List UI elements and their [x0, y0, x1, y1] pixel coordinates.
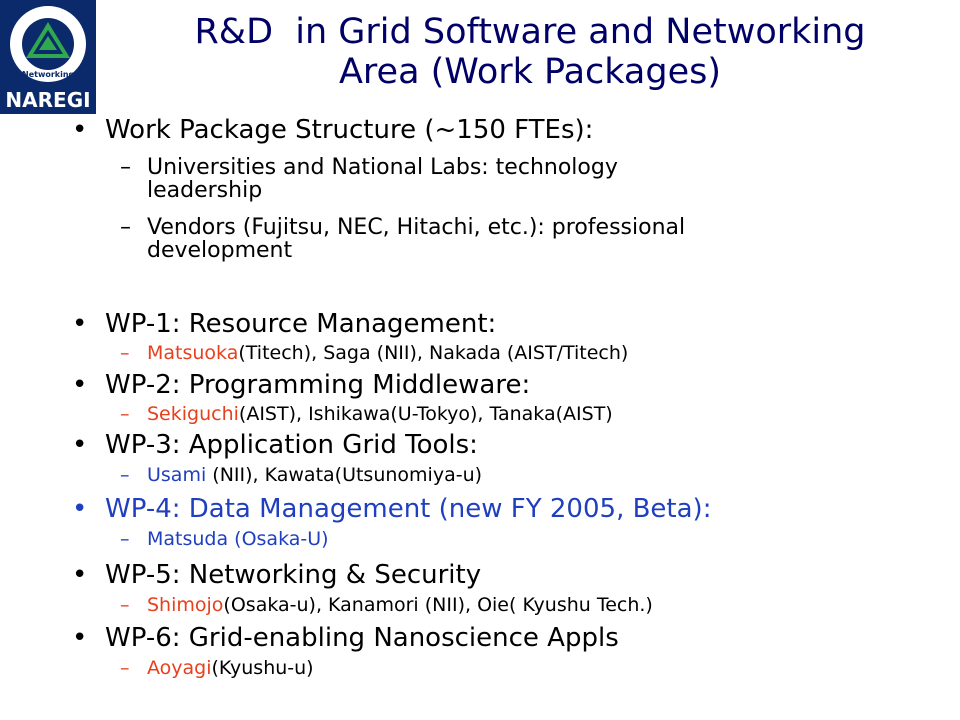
dash-icon: –	[120, 342, 130, 364]
bullet-icon: •	[72, 560, 88, 590]
slide-title-line-1: R&D in Grid Software and Networking	[194, 12, 866, 52]
logo-name: NAREGI	[5, 88, 91, 112]
wp-3-title: WP-3: Application Grid Tools:	[105, 430, 478, 460]
dash-icon: –	[120, 594, 130, 616]
wp-2-rest: (AIST), Ishikawa(U-Tokyo), Tanaka(AIST)	[238, 403, 613, 425]
structure-item-2-line-2: development	[147, 238, 293, 263]
wp-6-lead: Aoyagi	[147, 657, 212, 679]
dash-icon: –	[120, 528, 130, 550]
dash-icon: –	[120, 155, 131, 180]
wp-6-rest: (Kyushu-u)	[211, 657, 314, 679]
logo-ring-text-bottom: Networking	[22, 70, 75, 79]
wp-3-lead: Usami	[147, 464, 207, 486]
bullet-icon: •	[72, 430, 88, 460]
bullet-icon: •	[72, 309, 88, 339]
bullet-icon: •	[72, 623, 88, 653]
dash-icon: –	[120, 215, 131, 240]
naregi-logo	[0, 0, 96, 114]
structure-heading: Work Package Structure (~150 FTEs):	[105, 115, 594, 145]
wp-3-rest: (NII), Kawata(Utsunomiya-u)	[206, 464, 483, 486]
wp-2-title: WP-2: Programming Middleware:	[105, 370, 531, 400]
structure-item-1-line-1: Universities and National Labs: technology	[147, 155, 618, 180]
wp-2-lead: Sekiguchi	[147, 403, 239, 425]
bullet-icon: •	[72, 370, 88, 400]
logo-ring-text-right	[0, 0, 1, 1]
wp-1-lead: Matsuoka	[147, 342, 239, 364]
slide-title	[100, 12, 960, 92]
wp-5-rest: (Osaka-u), Kanamori (NII), Oie( Kyushu Tech.)	[223, 594, 653, 616]
slide-title-line-2: Area (Work Packages)	[338, 52, 722, 92]
wp-4-lead: Matsuda (Osaka-U)	[147, 528, 329, 550]
wp-4-title: WP-4: Data Management (new FY 2005, Beta):	[105, 494, 712, 524]
wp-6-title: WP-6: Grid-enabling Nanoscience Appls	[105, 623, 619, 653]
wp-1-rest: (Titech), Saga (NII), Nakada (AIST/Titech)	[238, 342, 629, 364]
bullet-icon: •	[72, 115, 88, 145]
dash-icon: –	[120, 464, 130, 486]
structure-item-1-line-2: leadership	[147, 178, 263, 203]
dash-icon: –	[120, 403, 130, 425]
wp-5-title: WP-5: Networking & Security	[105, 560, 482, 590]
bullet-icon: •	[72, 494, 88, 524]
dash-icon: –	[120, 657, 130, 679]
structure-item-2-line-1: Vendors (Fujitsu, NEC, Hitachi, etc.): professional	[147, 215, 686, 240]
wp-5-lead: Shimojo	[147, 594, 224, 616]
wp-1-title: WP-1: Resource Management:	[105, 309, 497, 339]
